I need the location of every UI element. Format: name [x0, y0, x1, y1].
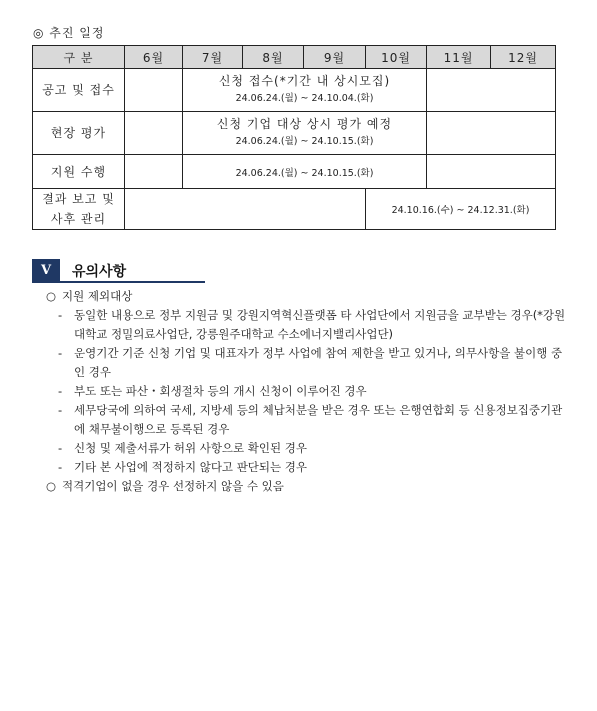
header-month-12: 12월 — [491, 46, 556, 69]
notes-item-text: 적격기업이 없을 경우 선정하지 않을 수 있음 — [62, 479, 284, 493]
notes-subitem-text: 기타 본 사업에 적정하지 않다고 판단되는 경우 — [74, 460, 308, 474]
schedule-header-row — [33, 46, 556, 69]
schedule-table — [32, 45, 556, 230]
section-heading — [32, 259, 177, 283]
notes-item — [46, 477, 566, 496]
notes-subitem-text: 신청 및 제출서류가 허위 사항으로 확인된 경우 — [74, 441, 308, 455]
dash-bullet: - — [58, 403, 63, 417]
schedule-bar — [366, 189, 556, 230]
header-month-6: 6월 — [125, 46, 183, 69]
header-month-7: 7월 — [183, 46, 243, 69]
bar-title: 신청 기업 대상 상시 평가 예정 — [216, 117, 393, 131]
notes-subitem — [46, 439, 566, 458]
notes-subitem — [46, 306, 566, 344]
header-month-10: 10월 — [366, 46, 427, 69]
notes-subitem — [46, 344, 566, 382]
dash-bullet: - — [58, 460, 63, 474]
row-label: 공고 및 접수 — [33, 69, 125, 112]
section-underline — [60, 281, 205, 283]
schedule-bar — [183, 155, 427, 189]
schedule-bar — [183, 112, 427, 155]
notes-subitem-text: 운영기간 기준 신청 기업 및 대표자가 정부 사업에 참여 제한을 받고 있거나, 의무사항을 불이행 중인 경우 — [74, 346, 563, 379]
row-label-line: 사후 관리 — [50, 212, 107, 226]
empty-cell — [427, 155, 556, 189]
row-label — [33, 189, 125, 230]
notes-subitem — [46, 401, 566, 439]
header-category: 구 분 — [33, 46, 125, 69]
bar-title: 신청 접수(*기간 내 상시모집) — [218, 74, 391, 88]
notes-subitem-text: 부도 또는 파산・회생절차 등의 개시 신청이 이루어진 경우 — [74, 384, 367, 398]
notes-subitem-text: 세무당국에 의하여 국세, 지방세 등의 체납처분을 받은 경우 또는 은행연합회 등 신용정보집중기관에 채무불이행으로 등록된 경우 — [74, 403, 563, 436]
schedule-row-evaluation — [33, 112, 556, 155]
notes-item-text: 지원 제외대상 — [62, 289, 133, 303]
notes-subitem — [46, 458, 566, 477]
header-month-11: 11월 — [427, 46, 491, 69]
schedule-bar — [183, 69, 427, 112]
empty-cell — [125, 112, 183, 155]
empty-cell — [125, 69, 183, 112]
bar-dates: 24.06.24.(월) ~ 24.10.15.(화) — [235, 167, 374, 179]
bar-dates: 24.06.24.(월) ~ 24.10.04.(화) — [235, 93, 374, 104]
header-month-8: 8월 — [243, 46, 304, 69]
notes-item — [46, 287, 566, 306]
circle-bullet: ○ — [46, 479, 57, 493]
empty-cell — [427, 112, 556, 155]
schedule-row-support — [33, 155, 556, 189]
bar-dates: 24.06.24.(월) ~ 24.10.15.(화) — [235, 136, 374, 147]
dash-bullet: - — [58, 384, 63, 398]
row-label: 지원 수행 — [33, 155, 125, 189]
empty-cell — [125, 189, 366, 230]
empty-cell — [427, 69, 556, 112]
row-label: 현장 평가 — [33, 112, 125, 155]
section-title: 유의사항 — [72, 264, 127, 280]
notes-subitem-text: 동일한 내용으로 정부 지원금 및 강원지역혁신플랫폼 타 사업단에서 지원금을 교부받는 경우(*강원대학교 정밀의료사업단, 강릉원주대학교 수소에너지밸리사업단) — [74, 308, 566, 341]
empty-cell — [125, 155, 183, 189]
schedule-row-reporting — [33, 189, 556, 230]
notes-subitem — [46, 382, 566, 401]
header-month-9: 9월 — [304, 46, 366, 69]
section-number: V — [32, 259, 60, 283]
schedule-row-announcement — [33, 69, 556, 112]
notes-list — [46, 287, 566, 496]
circle-bullet: ○ — [46, 289, 57, 303]
dash-bullet: - — [58, 308, 63, 322]
bar-dates: 24.10.16.(수) ~ 24.12.31.(화) — [391, 205, 530, 216]
dash-bullet: - — [58, 441, 63, 455]
schedule-heading: ◎ 추진 일정 — [33, 26, 105, 40]
dash-bullet: - — [58, 346, 63, 360]
row-label-line: 결과 보고 및 — [42, 192, 115, 206]
